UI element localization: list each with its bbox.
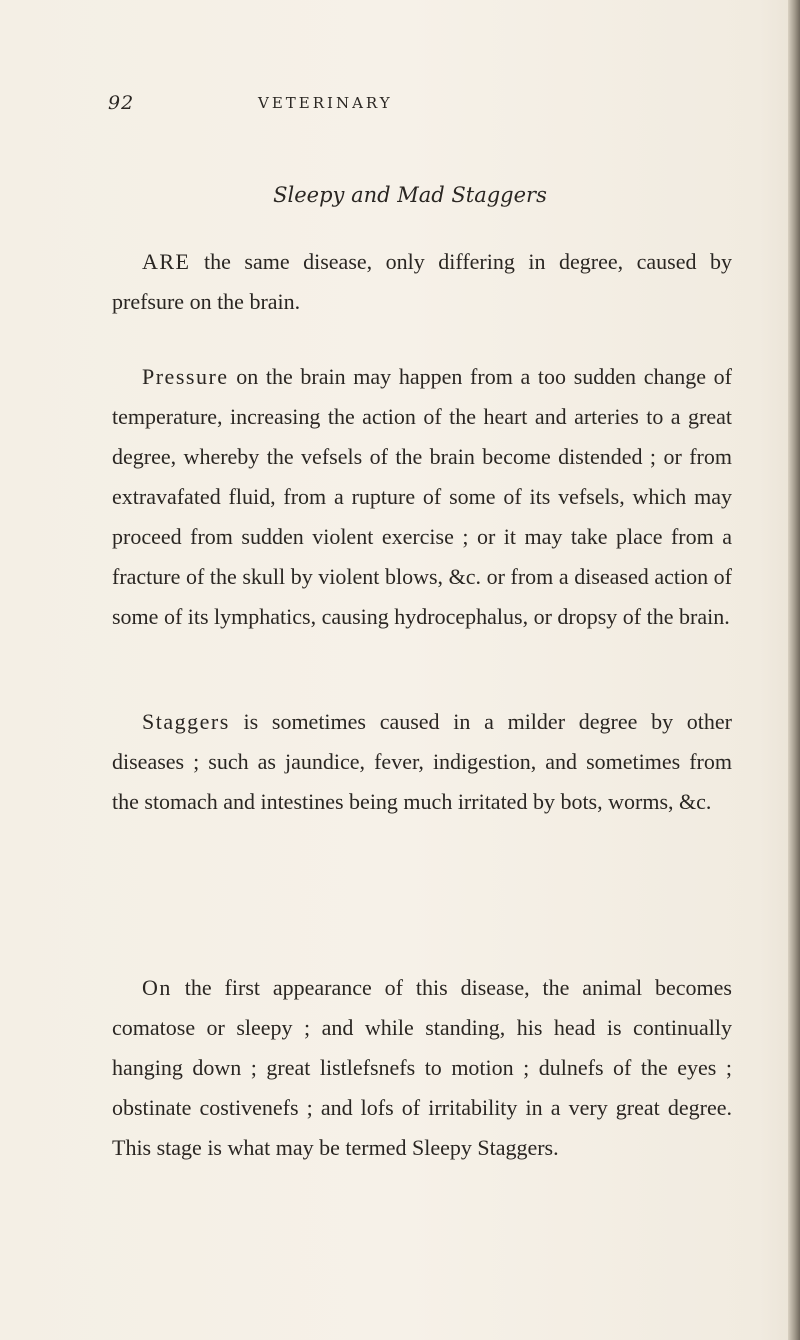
running-head bbox=[108, 92, 708, 122]
paragraph-2 bbox=[112, 357, 732, 637]
paragraph-lead: Pressure bbox=[142, 364, 229, 389]
paragraph-text: is sometimes caused in a milder degree by other diseases ; such as jaundice, fever, indigestion, and sometimes from the stomach and intestines being much irritated by bots, worms, &c. bbox=[112, 709, 732, 814]
paragraph-text: the same disease, only differing in degree, caused by prefsure on the brain. bbox=[112, 249, 732, 314]
paragraph-text: on the brain may happen from a too sudden change of temperature, increasing the action of the heart and arteries to a great degree, whereby the vefsels of the brain become distended ; or from extravafated fluid, from a rupture of some of its vefsels, which may proceed from sudden violent exercise ; or it may take place from a fracture of the skull by violent blows, &c. or from a diseased action of some of its lymphatics, causing hydrocephalus, or dropsy of the brain. bbox=[112, 364, 732, 629]
running-head-title: VETERINARY bbox=[258, 94, 393, 112]
paragraph-4 bbox=[112, 968, 732, 1168]
paragraph-lead: On bbox=[142, 975, 172, 1000]
paragraph-1 bbox=[112, 242, 732, 322]
section-heading: Sleepy and Mad Staggers bbox=[273, 183, 547, 207]
paragraph-lead: Staggers bbox=[142, 709, 230, 734]
page-number: 92 bbox=[108, 92, 135, 114]
paragraph-lead: ARE bbox=[142, 249, 191, 274]
paragraph-3 bbox=[112, 702, 732, 822]
paragraph-text: the first appearance of this disease, the animal becomes comatose or sleepy ; and while standing, his head is continually hanging down ; great listlefsnefs to motion ; dulnefs of the eyes ; obstinate costivenefs ; and lofs of irritability in a very great degree. This stage is what may be termed Sleepy Staggers. bbox=[112, 975, 732, 1160]
